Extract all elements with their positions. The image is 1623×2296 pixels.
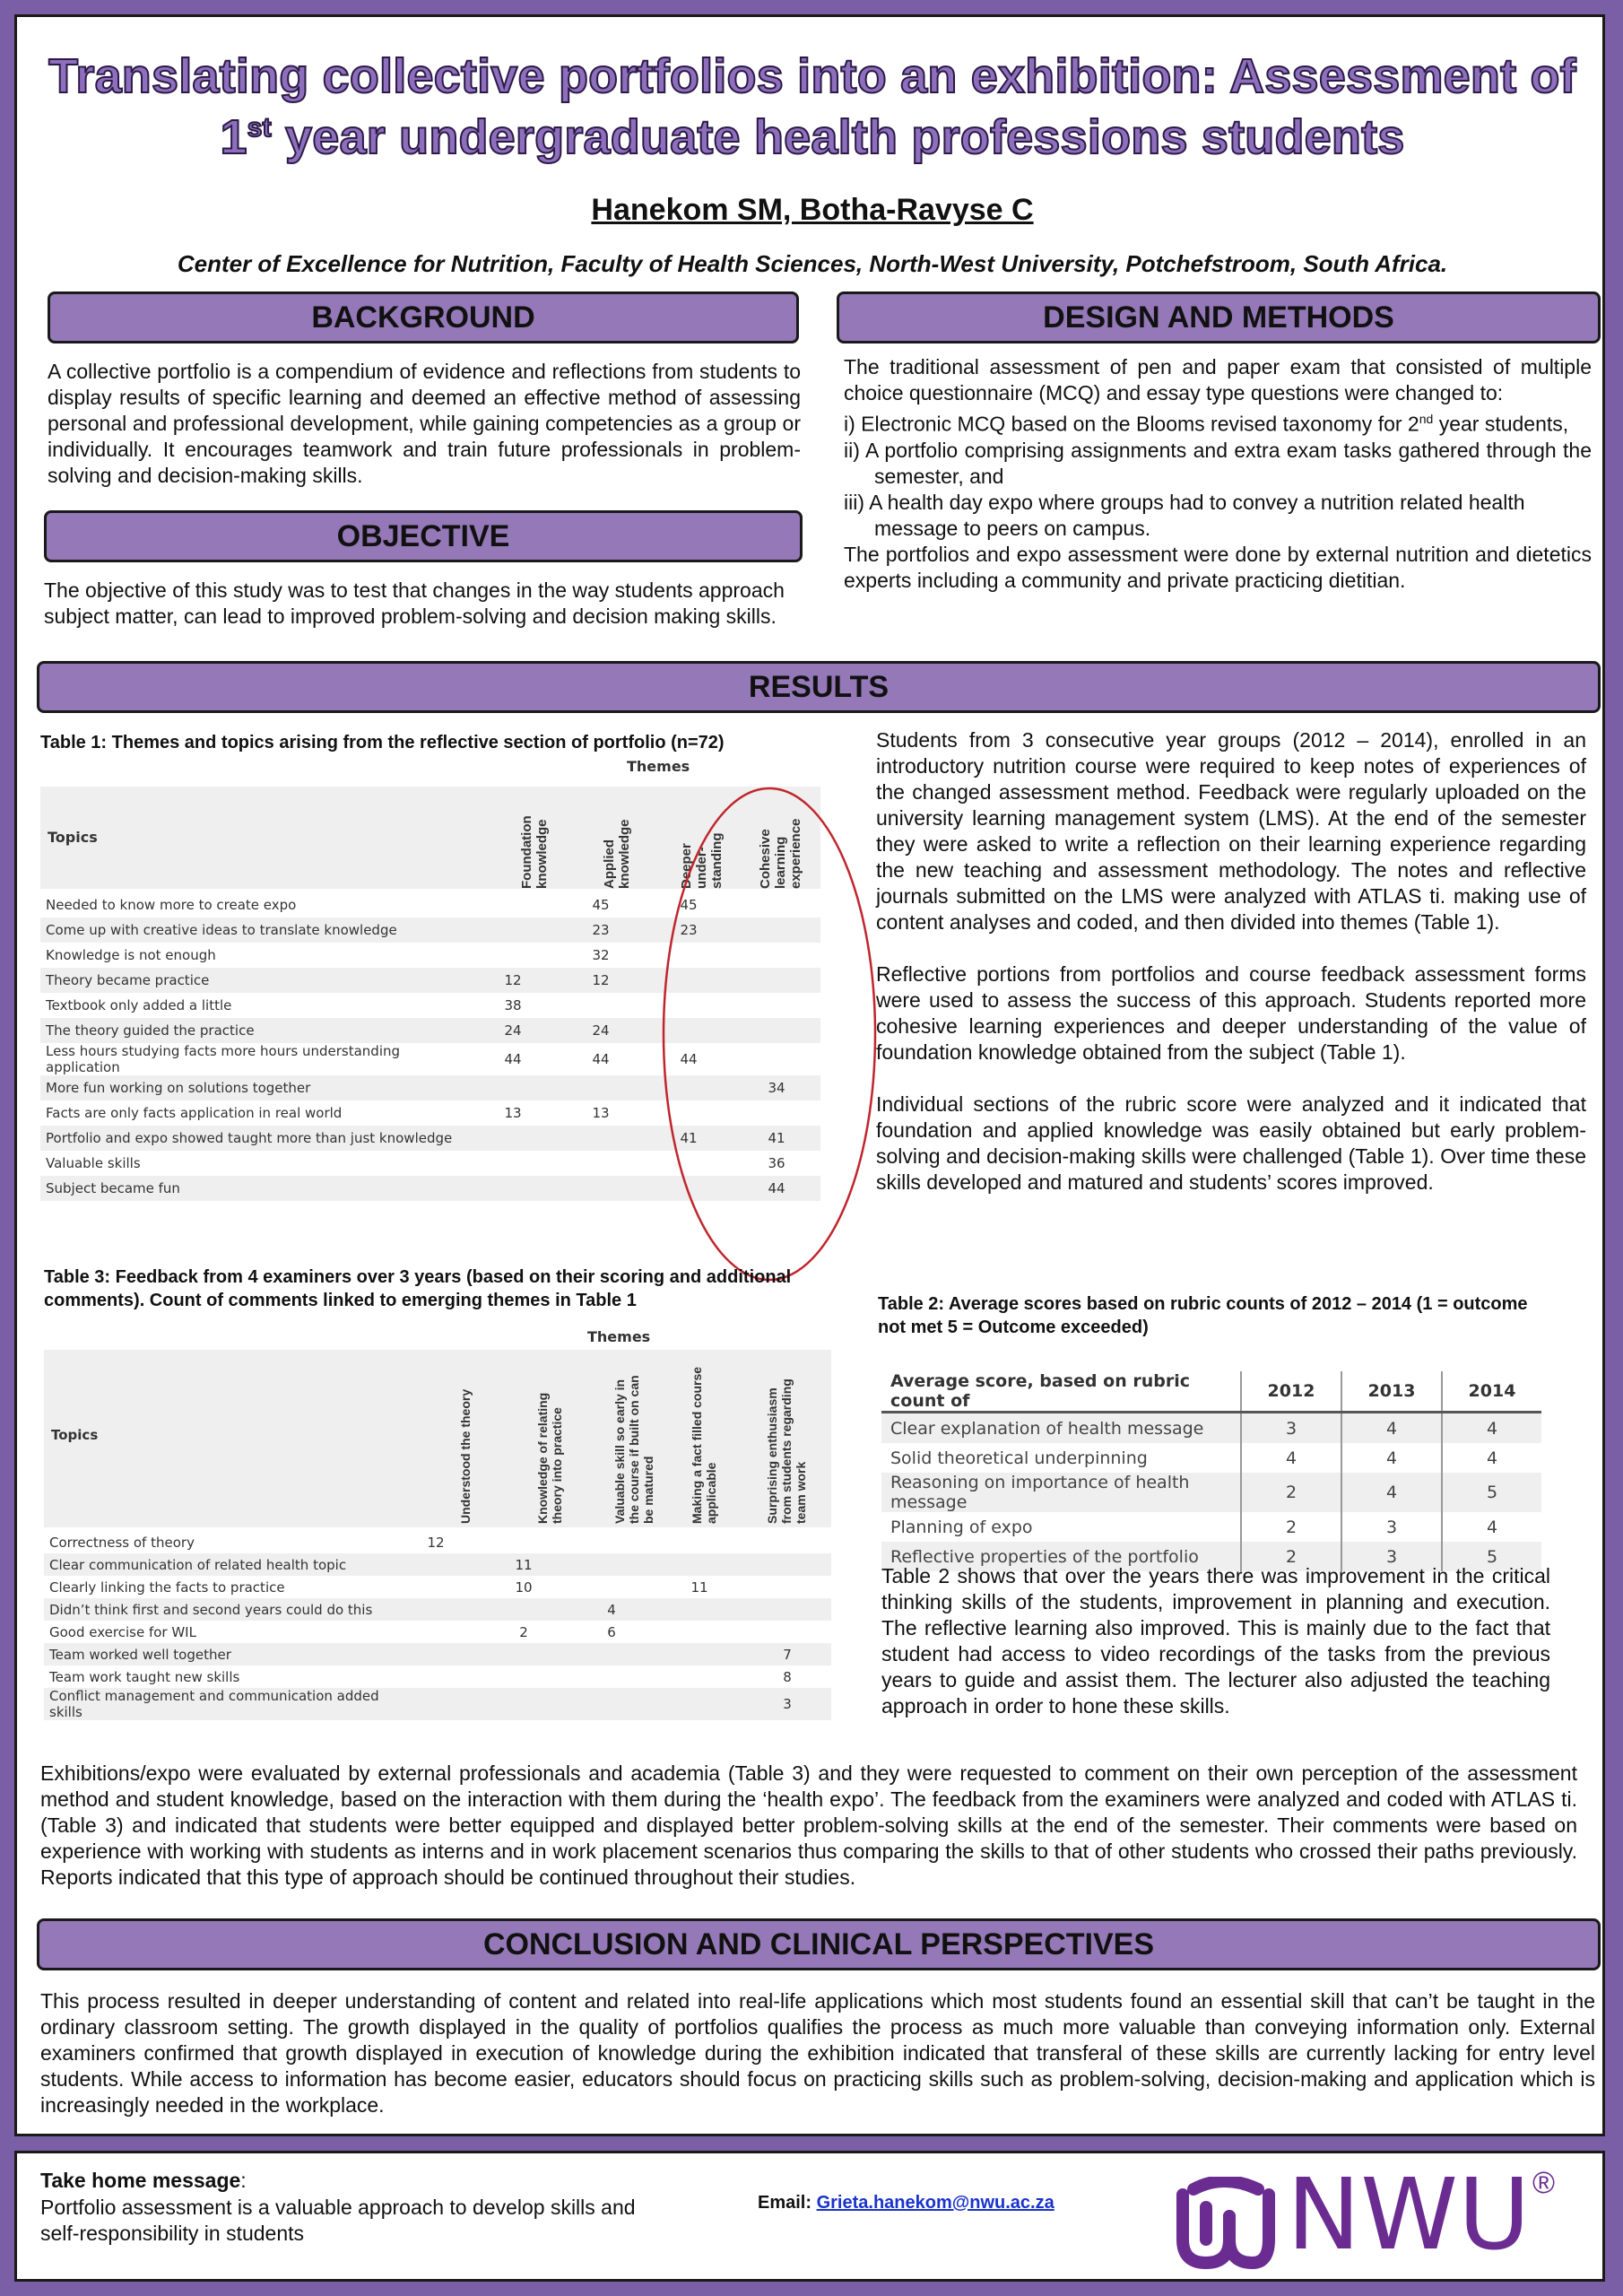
results-heading [37,661,1601,713]
poster-title [17,46,1608,168]
table3-value-cell: 12 [427,1534,445,1551]
table3-value-cell [568,1531,655,1553]
table1-value-cell [557,1151,645,1176]
table3-value-cell [392,1553,480,1576]
table2-value-cell: 3 [1241,1413,1341,1444]
authors: Hanekom SM, Botha-Ravyse C [591,193,1034,227]
table2-caption: Table 2: Average scores based on rubric counts of 2012 – 2014 (1 = outcome not met 5 = Outcome exceeded) [878,1294,1528,1337]
table3 [44,1531,831,1720]
table3-value-cell [743,1598,831,1621]
results-paragraph-5: Exhibitions/expo were evaluated by external professionals and academia (Table 3) and they were requested to comment on their own perception of the assessment method and student knowledge, based on the interaction with them during the ‘health expo’. The feedback from the examiners were analyzed and coded with ATLAS ti. (Table 3) and indicated that students were better equipped and displayed better problem-solving skills at the end of the semester. Their comments were based on experience with working with students as interns and in work placement scenarios thus comparing the skills to that of other students who crossed their paths previously. Reports indicated that this type of approach should be continued throughout their studies. [40,1761,1577,1889]
table2 [881,1371,1541,1571]
table3-column-header: Surprising enthusiasm from students regarding team work [765,1378,808,1524]
poster-panel [14,14,1605,2136]
table-row [44,1665,831,1688]
table-row [44,1643,831,1665]
table-row [44,1576,831,1598]
table-row [881,1443,1541,1473]
table2-header-row [881,1371,1541,1413]
table1-highlight-circle [657,781,881,1288]
table3-value-cell [743,1531,831,1553]
table-row [44,1598,831,1621]
title-ordinal: 1 [220,110,247,164]
results-paragraph-3: Individual sections of the rubric score were analyzed and it indicated that foundation and applied knowledge was easily obtained but early problem-solving and decision-making skills were challenged (Table 1). Over time these skills developed and matured and students’ scores improved. [876,1092,1586,1194]
table2-value-cell: 2 [1241,1473,1341,1512]
table1-value-cell: 45 [680,897,698,913]
table3-value-cell [743,1621,831,1643]
table1-value-cell [469,1176,557,1201]
table3-value-cell [568,1553,655,1576]
conclusion-heading-text: CONCLUSION AND CLINICAL PERSPECTIVES [482,1927,1155,1961]
table3-value-cell [743,1576,831,1598]
nwu-logo-icon [1170,2177,1278,2270]
table3-topic-cell: Team work taught new skills [49,1668,240,1685]
table1-value-cell [469,1151,557,1176]
table1-value-cell: 34 [733,1075,820,1100]
title-line-2 [17,107,1608,168]
nwu-logo-text: NWU [1287,2157,1531,2272]
table2-value-cell: 3 [1341,1542,1442,1571]
results-paragraph-2: Reflective portions from portfolios and course feedback assessment forms were used to assess the success of this approach. Students reported more cohesive learning experiences and deeper understanding of the value of foundation knowledge obtained from the subject (Table 1). [876,962,1586,1064]
table3-topic-cell: Clearly linking the facts to practice [49,1578,285,1596]
table1-topic-cell: Less hours studying facts more hours understanding application [46,1043,401,1075]
table3-value-cell: 7 [743,1643,831,1665]
table1-value-cell: 24 [557,1018,645,1043]
table1-topic-cell: Facts are only facts application in real world [46,1105,343,1121]
table-row [881,1473,1541,1512]
table3-value-cell: 8 [783,1668,792,1685]
title-line-1: Translating collective portfolios into an exhibition: Assessment of [48,49,1576,103]
table2-value-cell: 4 [1341,1473,1442,1512]
table1-value-cell: 36 [768,1155,785,1171]
table1-value-cell: 44 [504,1051,522,1067]
results-heading-text: RESULTS [748,670,890,704]
table3-value-cell: 2 [519,1623,528,1640]
design-item-2: ii) A portfolio comprising assignments and extra exam tasks gathered through the semester, and [844,438,1592,488]
conclusion-text: This process resulted in deeper understanding of content and related into real-life applications which most students found an essential skill that can’t be taught in the ordinary classroom setting. The growth displayed in the quality of portfolios qualifies the process as much more valuable than conveying information only. External examiners confirmed that growth displayed in execution of knowledge during the exhibition indicated that transferal of these skills are currently lacking for entry level students. While access to information has become easier, educators should focus on practicing skills such as problem-solving, decision-making and application which is increasingly needed in the workplace. [40,1989,1595,2117]
table2-value-cell: 5 [1442,1473,1541,1512]
table3-value-cell [655,1531,743,1553]
table1-topic-cell: Valuable skills [46,1155,141,1171]
table1-value-cell: 45 [592,897,610,913]
table1-value-cell [469,943,557,968]
table-row [44,1531,831,1553]
objective-heading [44,510,803,562]
objective-heading-text: OBJECTIVE [336,519,510,553]
table1-topic-cell: Portfolio and expo showed taught more than just knowledge [40,1126,469,1151]
table1-value-cell: 41 [733,1126,820,1151]
email-link[interactable]: Grieta.hanekom@nwu.ac.za [816,2193,1055,2213]
table1-topics-label: Topics [48,829,98,846]
table3-value-cell [480,1643,568,1665]
table1-value-cell [469,1075,557,1100]
design-item-1-text: i) Electronic MCQ based on the Blooms revised taxonomy for 2 [844,412,1419,436]
table1-value-cell [557,1075,645,1100]
design-item-1-sup: nd [1419,412,1434,426]
table2-value-cell: 4 [1341,1413,1442,1444]
table3-topic-cell: Good exercise for WIL [49,1623,196,1640]
table3-value-cell: 11 [480,1553,568,1576]
table3-value-cell [480,1665,568,1688]
table3-value-cell: 11 [690,1578,708,1596]
table3-value-cell [655,1643,743,1665]
take-home-colon: : [240,2169,247,2192]
table3-value-cell [392,1665,480,1688]
table2-label-cell: Reasoning on importance of health message [881,1473,1241,1512]
table2-value-cell: 2 [1241,1512,1341,1542]
table3-value-cell [655,1665,743,1688]
background-heading [48,291,799,344]
table1-value-cell [557,1126,645,1151]
table1-value-cell: 13 [592,1105,610,1121]
table-row [881,1413,1541,1444]
table3-column-header: Knowledge of relating theory into practice [535,1392,564,1524]
conclusion-heading [37,1918,1601,1970]
table2-value-cell: 4 [1442,1413,1541,1444]
nwu-logo-registered: ® [1532,2166,1556,2200]
table1-value-cell: 44 [592,1051,610,1067]
table2-value-cell: 5 [1442,1542,1541,1571]
table3-value-cell: 6 [607,1623,616,1640]
design-text [844,354,1592,594]
table2-label-cell: Clear explanation of health message [881,1413,1241,1444]
table1-value-cell [557,993,645,1018]
design-item-3: iii) A health day expo where groups had to convey a nutrition related health message to peers on campus. [844,490,1525,540]
table1-topic-cell: Needed to know more to create expo [46,897,297,913]
table2-value-cell: 4 [1442,1512,1541,1542]
title-ordinal-suffix: st [247,113,272,143]
table1-value-cell [469,918,557,943]
table3-themes-label: Themes [587,1328,651,1345]
table3-caption: Table 3: Feedback from 4 examiners over 3 years (based on their scoring and additional comments). Count of comments linked to emerging themes in Table 1 [44,1267,792,1310]
table3-value-cell [392,1576,480,1598]
table3-value-cell [655,1553,743,1576]
table2-value-cell: 2 [1241,1542,1341,1571]
table3-value-cell [392,1621,480,1643]
table3-topic-cell: Conflict management and communication added skills [44,1688,392,1720]
table1-value-cell [557,1176,645,1201]
table1-value-cell: 41 [645,1126,733,1151]
take-home-label: Take home message [40,2169,241,2192]
table1-topic-cell: The theory guided the practice [40,1018,469,1043]
table3-value-cell: 10 [515,1578,533,1596]
results-text-right [876,727,1586,1196]
table1-caption: Table 1: Themes and topics arising from the reflective section of portfolio (n=72) [40,733,725,752]
table1-topic-cell: Subject became fun [40,1176,469,1201]
table1-value-cell: 13 [504,1105,522,1121]
table2-label-cell: Solid theoretical underpinning [890,1448,1148,1468]
objective-text: The objective of this study was to test that changes in the way students approach subject matter, can lead to improved problem-solving and decision making skills. [44,578,785,628]
table3-topic-cell: Team worked well together [44,1643,392,1665]
affiliation: Center of Excellence for Nutrition, Faculty of Health Sciences, North-West University, Potchefstroom, South Africa. [177,250,1448,277]
take-home-text: Portfolio assessment is a valuable approach to develop skills and self-responsibility in students [40,2196,636,2245]
table1-column-header: Cohesive learning experience [758,818,803,889]
table3-value-cell [568,1576,655,1598]
design-item-1 [844,406,1592,438]
table3-value-cell [568,1643,655,1665]
table3-topics-label: Topics [51,1427,99,1443]
design-item-1-text-end: year students, [1433,412,1569,436]
table3-value-cell: 4 [568,1598,655,1621]
table2-label-cell: Reflective properties of the portfolio [881,1542,1241,1571]
table2-header-cell: Average score, based on rubric count of [881,1371,1241,1413]
table2-label-cell: Planning of expo [890,1517,1033,1537]
table2-value-cell: 4 [1341,1443,1442,1473]
table2-value-cell: 3 [1341,1512,1442,1542]
table3-value-cell [392,1643,480,1665]
footer [14,2151,1605,2282]
table1-topic-cell: More fun working on solutions together [40,1075,469,1100]
table-row [44,1553,831,1576]
table3-value-cell [655,1598,743,1621]
table2-header-cell: 2014 [1442,1371,1541,1413]
table1-themes-label: Themes [627,758,690,775]
table2-value-cell: 4 [1241,1443,1341,1473]
table3-value-cell [743,1553,831,1576]
table3-column-header: Valuable skill so early in the course if built on can be matured [612,1375,655,1524]
table1-value-cell: 24 [469,1018,557,1043]
background-text: A collective portfolio is a compendium of evidence and reflections from students to display results of specific learning and deemed an effective method of assessing personal and professional development, while gaining competencies as a group or individually. It encourages teamwork and train future professionals in problem-solving and decision-making skills. [48,360,801,487]
background-heading-text: BACKGROUND [311,300,535,335]
table3-value-cell [655,1688,743,1720]
table3-column-header: Making a fact filled course applicable [690,1366,718,1524]
design-heading-text: DESIGN AND METHODS [1043,300,1394,335]
table-row [44,1688,831,1720]
table1-column-header: Foundation knowledge [519,815,550,889]
table2-value-cell: 4 [1442,1443,1541,1473]
table3-value-cell: 3 [743,1688,831,1720]
table1-value-cell [469,1126,557,1151]
table1-value-cell: 44 [680,1051,698,1067]
results-paragraph-4: Table 2 shows that over the years there was improvement in the critical thinking skills of the students, improvement in planning and execution. The reflective learning also improved. This is mainly due to the fact that student had access to video recordings of the tasks from the previous years to guide and assist them. The lecturer also adjusted the teaching approach in order to hone these skills. [881,1564,1550,1718]
table1-value-cell [469,892,557,918]
table1-value-cell: 44 [733,1176,820,1201]
table1-value-cell: 32 [592,947,610,963]
design-intro: The traditional assessment of pen and paper exam that consisted of multiple choice questionnaire (MCQ) and essay type questions were changed to: [844,355,1592,404]
table3-topic-cell: Clear communication of related health topic [44,1553,392,1576]
table3-value-cell [392,1688,480,1720]
title-line-2-text: year undergraduate health professions students [271,110,1405,164]
email [758,2193,1055,2213]
table1-value-cell: 38 [504,997,522,1013]
table1-value-cell: 12 [557,968,645,993]
table1-column-header: Applied knowledge [602,819,632,889]
table-row [44,1621,831,1643]
design-heading [837,291,1601,344]
table1-value-cell: 23 [645,918,733,943]
take-home-title [40,2168,247,2194]
table3-topic-cell: Correctness of theory [49,1534,195,1551]
table1-topic-cell: Knowledge is not enough [46,947,216,963]
results-paragraph-1: Students from 3 consecutive year groups (2012 – 2014), enrolled in an introductory nutrition course were required to keep notes of experiences of the changed assessment method. Feedback were regularly uploaded on the university learning management system (LMS). At the end of the semester they were asked to write a reflection on their learning experience regarding the new teaching and assessment methodology. The notes and reflective journals submitted on the LMS were analyzed with ATLAS ti. making use of content analyses and coded, and then divided into themes (Table 1). [876,728,1586,934]
table3-column-header: Understood the theory [458,1388,473,1524]
table2-header-cell: 2012 [1241,1371,1341,1413]
table3-value-cell [480,1531,568,1553]
table3-value-cell [655,1621,743,1643]
table3-value-cell [480,1598,568,1621]
table-row [881,1512,1541,1542]
table3-topic-cell: Didn’t think first and second years could do this [44,1598,392,1621]
email-label: Email: [758,2193,817,2213]
table1-topic-cell: Theory became practice [40,968,469,993]
table2-header-cell: 2013 [1341,1371,1442,1413]
table1-topic-cell: Textbook only added a little [46,997,232,1013]
table1-column-header: Deeper under-standing [679,832,725,889]
table3-value-cell [568,1688,655,1720]
table3-value-cell [568,1665,655,1688]
table3-value-cell [480,1688,568,1720]
design-outro: The portfolios and expo assessment were done by external nutrition and dietetics experts including a community and private practicing dietitian. [844,542,1592,592]
table1-value-cell: 23 [557,918,645,943]
table3-value-cell [392,1598,480,1621]
table1-topic-cell: Come up with creative ideas to translate knowledge [40,918,469,943]
table1-value-cell: 12 [469,968,557,993]
